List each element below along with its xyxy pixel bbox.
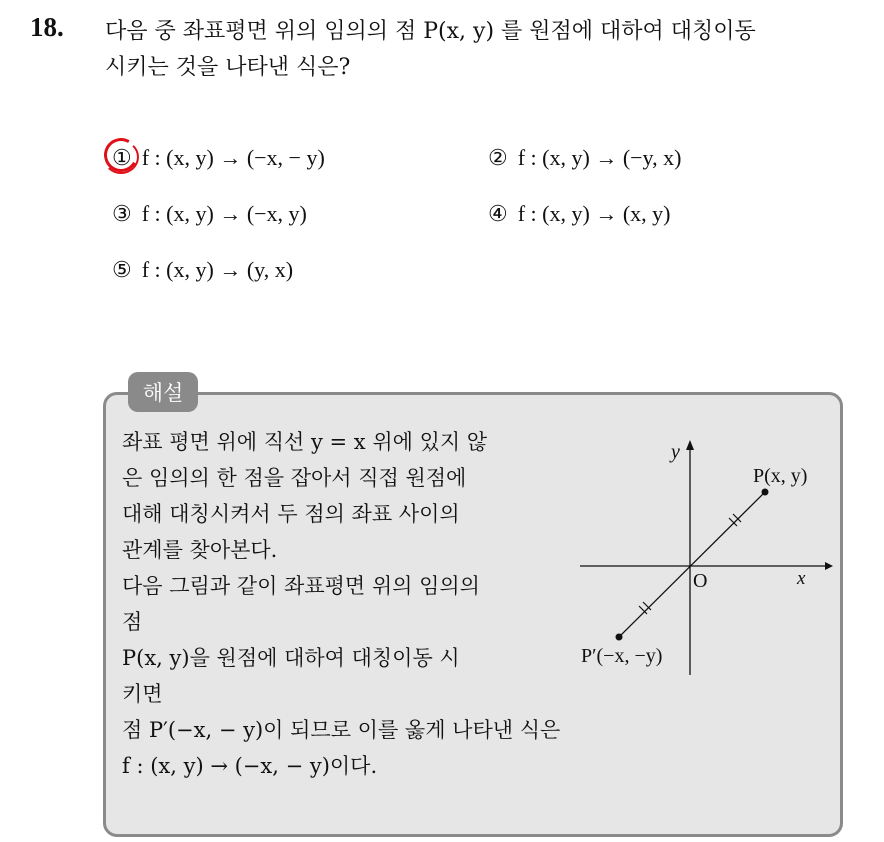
option-3-number: ③ — [112, 201, 132, 226]
explanation-line: 좌표 평면 위에 직선 y = x 위에 있지 않 — [122, 430, 488, 454]
y-axis-label: y — [671, 441, 680, 463]
explanation-tag: 해설 — [128, 372, 198, 412]
explanation-line: 관계를 찾아본다. — [122, 538, 278, 562]
point-p-prime — [616, 634, 623, 641]
point-p — [762, 489, 769, 496]
option-5[interactable] — [112, 257, 293, 283]
option-2-text: f : (x, y) → (−y, x) — [517, 145, 682, 170]
point-p-prime-label: P′(−x, −y) — [581, 645, 663, 667]
origin-label: O — [693, 570, 708, 592]
explanation-line: f : (x, y) → (−x, − y)이다. — [122, 754, 378, 778]
explanation-line: P(x, y)을 원점에 대하여 대칭이동 시 — [122, 646, 460, 670]
option-2-number: ② — [488, 145, 508, 170]
option-3[interactable] — [112, 201, 307, 227]
question-line-1: 다음 중 좌표평면 위의 임의의 점 P(x, y) 를 원점에 대하여 대칭이동 — [105, 19, 756, 44]
option-4-text: f : (x, y) → (x, y) — [517, 201, 671, 226]
x-axis-label: x — [797, 568, 806, 589]
option-2[interactable] — [488, 145, 681, 171]
explanation-line: 키면 — [122, 682, 163, 706]
option-4[interactable] — [488, 201, 670, 227]
option-5-number: ⑤ — [112, 257, 132, 282]
option-1-text: f : (x, y) → (−x, − y) — [141, 145, 325, 170]
explanation-line: 점 — [122, 610, 143, 634]
question-text — [105, 14, 875, 86]
option-4-number: ④ — [488, 201, 508, 226]
option-1-number: ① — [112, 145, 132, 170]
point-p-label: P(x, y) — [753, 465, 808, 487]
explanation-line: 점 P′(−x, − y)이 되므로 이를 옳게 나타낸 식은 — [122, 718, 561, 742]
option-5-text: f : (x, y) → (y, x) — [141, 257, 294, 282]
x-axis-arrow — [825, 562, 833, 570]
option-3-text: f : (x, y) → (−x, y) — [141, 201, 307, 226]
explanation-line: 다음 그림과 같이 좌표평면 위의 임의의 — [122, 574, 480, 598]
explanation-line: 대해 대칭시켜서 두 점의 좌표 사이의 — [122, 502, 460, 526]
explanation-line: 은 임의의 한 점을 잡아서 직접 원점에 — [122, 466, 467, 490]
y-axis-arrow — [686, 440, 694, 450]
symmetry-graph — [575, 430, 835, 680]
question-line-2: 시키는 것을 나타낸 식은? — [105, 55, 351, 80]
symmetry-segment — [619, 492, 765, 637]
option-1[interactable] — [112, 145, 325, 171]
question-number: 18. — [30, 12, 64, 42]
